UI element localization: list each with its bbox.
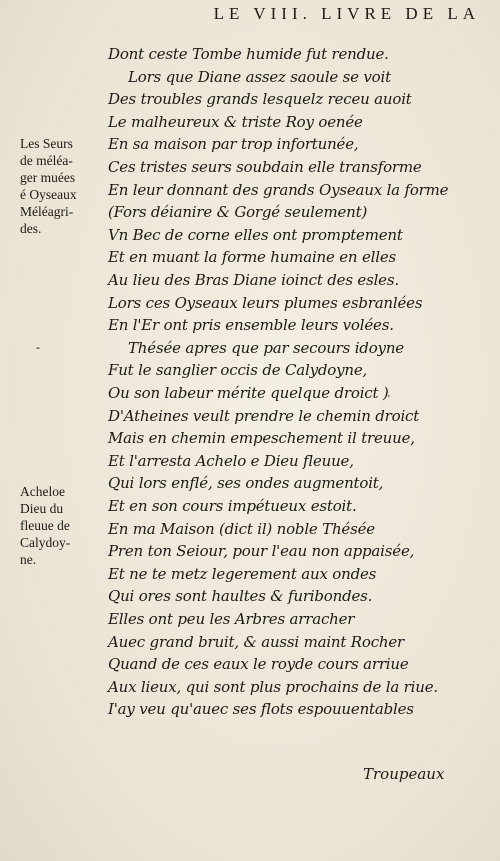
verse-line: (Fors déianire & Gorgé seulement) [108, 203, 368, 222]
verse-line: En leur donnant des grands Oyseaux la forme [108, 180, 449, 199]
margin-note-acheloe: Acheloe Dieu du fleuue de Calydoy- ne. [20, 484, 71, 567]
verse-line: Quand de ces eaux le royde cours arriue [108, 655, 409, 674]
verse-line: Vn Bec de corne elles ont promptement [108, 225, 403, 244]
verse-line: Lors ces Oyseaux leurs plumes esbranlées [108, 293, 423, 312]
verse-line: Dont ceste Tombe humide fut rendue. [108, 45, 389, 63]
margin-mark-dash: - [36, 340, 40, 354]
verse-line: Et en son cours impétueux estoit. [108, 497, 357, 515]
margin-note-metamorphosis: Les Seurs de méléa- ger muées é Oyseaux Méléagri- des. [20, 136, 77, 236]
verse-line: Qui lors enflé, ses ondes augmentoit, [108, 474, 384, 493]
verse-line: Lors que Diane assez saoule se voit [128, 67, 391, 86]
verse-line: Thésée apres que par secours idoyne [128, 338, 404, 357]
verse-line: Pren ton Seiour, pour l'eau non appaisée, [108, 542, 415, 561]
verse-line: Elles ont peu les Arbres arracher [108, 610, 355, 628]
verse-line: I'ay veu qu'auec ses flots espouuentables [108, 700, 414, 719]
verse-line: Et ne te metz legerement aux ondes [108, 564, 377, 583]
verse-line: En ma Maison (dict il) noble Thésée [108, 519, 375, 538]
verse-line: En sa maison par trop infortunée, [108, 135, 359, 154]
verse-line: Et en muant la forme humaine en elles [108, 248, 397, 267]
verse-line: Des troubles grands lesquelz receu auoit [108, 90, 412, 109]
verse-line: Mais en chemin empeschement il treuue, [108, 429, 415, 448]
verse-line: Ces tristes seurs soubdain elle transforme [108, 158, 422, 176]
verse-line: Et l'arresta Achelo e Dieu fleuue, [108, 451, 354, 470]
verse-line: Au lieu des Bras Diane ioinct des esles. [108, 271, 399, 289]
running-head: LE VIII. LIVRE DE LA [213, 4, 480, 23]
verse-line: Qui ores sont haultes & furibondes. [108, 587, 373, 606]
verse-line: D'Atheines veult prendre le chemin droict [108, 406, 420, 425]
verse-line: En l'Er ont pris ensemble leurs volées. [108, 316, 394, 335]
verse-line: Ou son labeur mérite quelque droict ) [108, 384, 389, 402]
verse-line: Fut le sanglier occis de Calydoyne, [108, 361, 368, 380]
verse-line: Aux lieux, qui sont plus prochains de la riue. [108, 677, 438, 696]
catchword: Troupeaux [363, 765, 445, 783]
margin-mark-apostrophe: ' [388, 394, 390, 405]
verse-line: Le malheureux & triste Roy oenée [108, 112, 363, 131]
verse-line: Auec grand bruit, & aussi maint Rocher [108, 632, 405, 651]
